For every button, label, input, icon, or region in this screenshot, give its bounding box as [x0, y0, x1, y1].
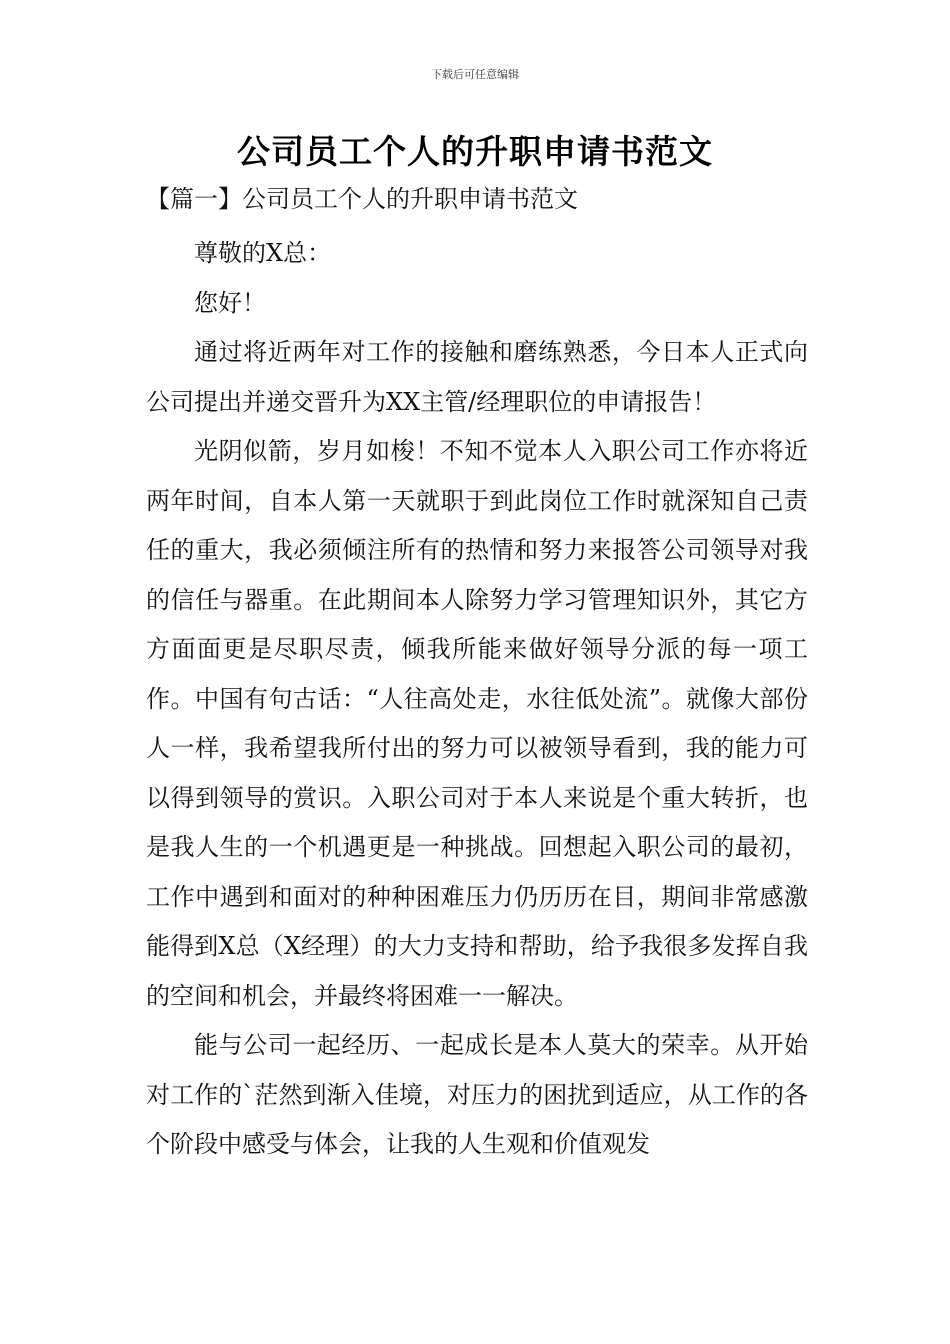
- salutation: 尊敬的X总：: [194, 239, 332, 267]
- section-heading: 【篇一】公司员工个人的升职申请书范文: [146, 185, 578, 213]
- document-title: 公司员工个人的升职申请书范文: [237, 132, 713, 171]
- greeting: 您好！: [194, 288, 266, 317]
- header-note: 下载后可任意编辑: [431, 68, 519, 81]
- letter-body: [146, 229, 808, 1170]
- paragraph-1: 通过将近两年对工作的接触和磨练熟悉，今日本人正式向公司提出并递交晋升为XX主管/经理职位的申请报告！: [146, 338, 808, 416]
- paragraph-3: 能与公司一起经历、一起成长是本人莫大的荣幸。从开始对工作的`茫然到渐入佳境，对压力的困扰到适应，从工作的各个阶段中感受与体会，让我的人生观和价值观发: [146, 1031, 808, 1158]
- paragraph-2: 光阴似箭，岁月如梭！不知不觉本人入职公司工作亦将近两年时间，自本人第一天就职于到此岗位工作时就深知自己责任的重大，我必须倾注所有的热情和努力来报答公司领导对我的信任与器重。在此期间本人除努力学习管理知识外，其它方方面面更是尽职尽责，倾我所能来做好领导分派的每一项工作。中国有句古话：“人往高处走，水往低处流”。就像大部份人一样，我希望我所付出的努力可以被领导看到，我的能力可以得到领导的赏识。入职公司对于本人来说是个重大转折，也是我人生的一个机遇更是一种挑战。回想起入职公司的最初，工作中遇到和面对的种种困难压力仍历历在目，期间非常感激能得到X总（X经理）的大力支持和帮助，给予我很多发挥自我的空间和机会，并最终将困难一一解决。: [146, 437, 808, 1010]
